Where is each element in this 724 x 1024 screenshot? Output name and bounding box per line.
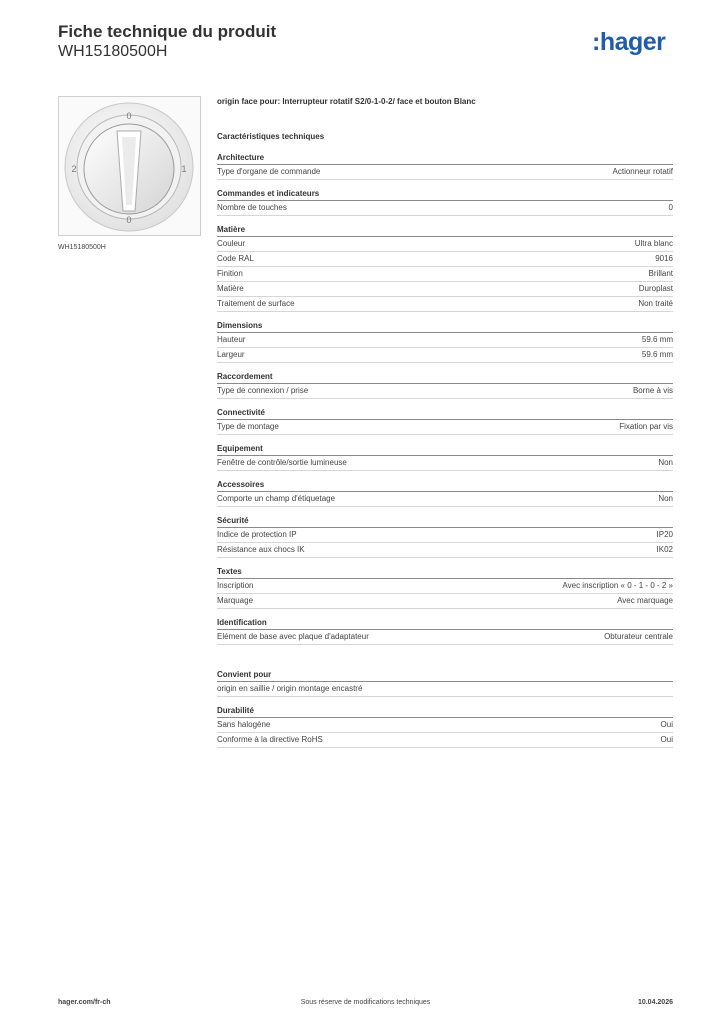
section-title: Identification: [217, 617, 673, 630]
spec-row: [217, 543, 673, 558]
spec-label: Traitement de surface: [217, 299, 295, 308]
spec-value: Oui: [660, 735, 673, 744]
spec-section: [217, 669, 673, 697]
spec-section: [217, 152, 673, 180]
spec-row: [217, 492, 673, 507]
spec-label: Couleur: [217, 239, 246, 248]
spec-section: [217, 705, 673, 748]
spec-row: [217, 384, 673, 399]
spec-row: [217, 201, 673, 216]
spec-label: Matière: [217, 284, 244, 293]
spec-section: [217, 320, 673, 363]
spec-value: Brillant: [648, 269, 673, 278]
section-title: Textes: [217, 566, 673, 579]
product-description: origin face pour: Interrupteur rotatif S2/0-1-0-2/ face et bouton Blanc: [217, 97, 476, 106]
spec-row: [217, 733, 673, 748]
dial-label-bottom: 0: [126, 215, 132, 225]
spec-label: Marquage: [217, 596, 254, 605]
spec-value: Borne à vis: [632, 386, 673, 395]
section-title: Equipement: [217, 443, 673, 456]
spec-value: 59.6 mm: [641, 350, 673, 359]
spec-section: [217, 443, 673, 471]
spec-label: Code RAL: [217, 254, 254, 263]
section-title: Durabilité: [217, 705, 673, 718]
spec-value: 0: [668, 203, 673, 212]
spec-row: [217, 348, 673, 363]
spec-value: Non traité: [638, 299, 673, 308]
spec-row: [217, 333, 673, 348]
spec-section: [217, 617, 673, 645]
spec-sections: [217, 152, 673, 748]
spec-section: [217, 224, 673, 312]
spec-label: Inscription: [217, 581, 254, 590]
spec-row: [217, 297, 673, 312]
spec-value: IP20: [656, 530, 673, 539]
spec-label: origin en saillie / origin montage encastré: [217, 684, 363, 693]
spec-value: Fixation par vis: [619, 422, 673, 431]
spec-label: Elément de base avec plaque d'adaptateur: [217, 632, 369, 641]
footer-date: 10.04.2026: [637, 999, 673, 1006]
spec-row: [217, 594, 673, 609]
footer-website[interactable]: hager.com/fr-ch: [58, 999, 111, 1006]
spec-value: Non: [658, 494, 673, 503]
section-title: Architecture: [217, 152, 673, 165]
spec-value: Avec marquage: [617, 596, 673, 605]
spec-value: Actionneur rotatif: [612, 167, 673, 176]
spec-value: IK02: [656, 545, 673, 554]
spec-row: [217, 718, 673, 733]
spec-row: [217, 282, 673, 297]
spec-value: 59.6 mm: [641, 335, 673, 344]
section-title: Accessoires: [217, 479, 673, 492]
page-title: Fiche technique du produit: [58, 22, 277, 41]
page-header: [58, 22, 276, 62]
spec-label: Type d'organe de commande: [217, 167, 321, 176]
section-title: Dimensions: [217, 320, 673, 333]
spec-value: Non: [658, 458, 673, 467]
spec-row: [217, 420, 673, 435]
spec-label: Nombre de touches: [217, 203, 287, 212]
spec-value: Avec inscription « 0 - 1 - 0 - 2 »: [562, 581, 673, 590]
spec-label: Sans halogène: [217, 720, 271, 729]
spec-section: [217, 371, 673, 399]
spec-row: [217, 579, 673, 594]
spec-row: [217, 165, 673, 180]
spec-value: 9016: [655, 254, 673, 263]
spec-value: Oui: [660, 720, 673, 729]
spec-section: [217, 407, 673, 435]
spec-row: [217, 528, 673, 543]
spec-section: [217, 566, 673, 609]
spec-row: [217, 630, 673, 645]
spec-label: Finition: [217, 269, 243, 278]
spec-label: Fenêtre de contrôle/sortie lumineuse: [217, 458, 347, 467]
section-title: Connectivité: [217, 407, 673, 420]
spec-row: [217, 682, 673, 697]
dial-label-top: 0: [126, 111, 132, 121]
product-image: [58, 96, 201, 236]
dial-label-left: 2: [71, 164, 77, 174]
spec-value: Ultra blanc: [634, 239, 673, 248]
specs-heading: Caractéristiques techniques: [217, 132, 325, 141]
spec-label: Comporte un champ d'étiquetage: [217, 494, 336, 503]
dial-label-right: 1: [181, 164, 187, 174]
spec-label: Largeur: [217, 350, 245, 359]
spec-label: Type de connexion / prise: [217, 386, 309, 395]
footer-notice: Sous réserve de modifications techniques: [300, 999, 431, 1006]
spec-row: [217, 456, 673, 471]
section-title: Sécurité: [217, 515, 673, 528]
section-title: Convient pour: [217, 669, 673, 682]
spec-section: [217, 188, 673, 216]
product-reference: WH15180500H: [58, 43, 168, 60]
rotary-switch-image: [59, 97, 200, 235]
hager-logo: :hager: [592, 28, 666, 56]
spec-label: Résistance aux chocs IK: [217, 545, 305, 554]
image-caption: WH15180500H: [58, 244, 106, 251]
spec-label: Hauteur: [217, 335, 246, 344]
spec-value: Duroplast: [638, 284, 673, 293]
spec-label: Type de montage: [217, 422, 279, 431]
spec-row: [217, 237, 673, 252]
spec-sheet: [217, 96, 673, 748]
spec-section: [217, 515, 673, 558]
spec-row: [217, 252, 673, 267]
spec-row: [217, 267, 673, 282]
brand-name: hager: [599, 28, 666, 56]
spec-label: Conforme à la directive RoHS: [217, 735, 323, 744]
section-title: Matière: [217, 224, 673, 237]
section-title: Commandes et indicateurs: [217, 188, 673, 201]
spec-label: Indice de protection IP: [217, 530, 297, 539]
section-title: Raccordement: [217, 371, 673, 384]
spec-section: [217, 479, 673, 507]
spec-value: Obturateur centrale: [604, 632, 673, 641]
